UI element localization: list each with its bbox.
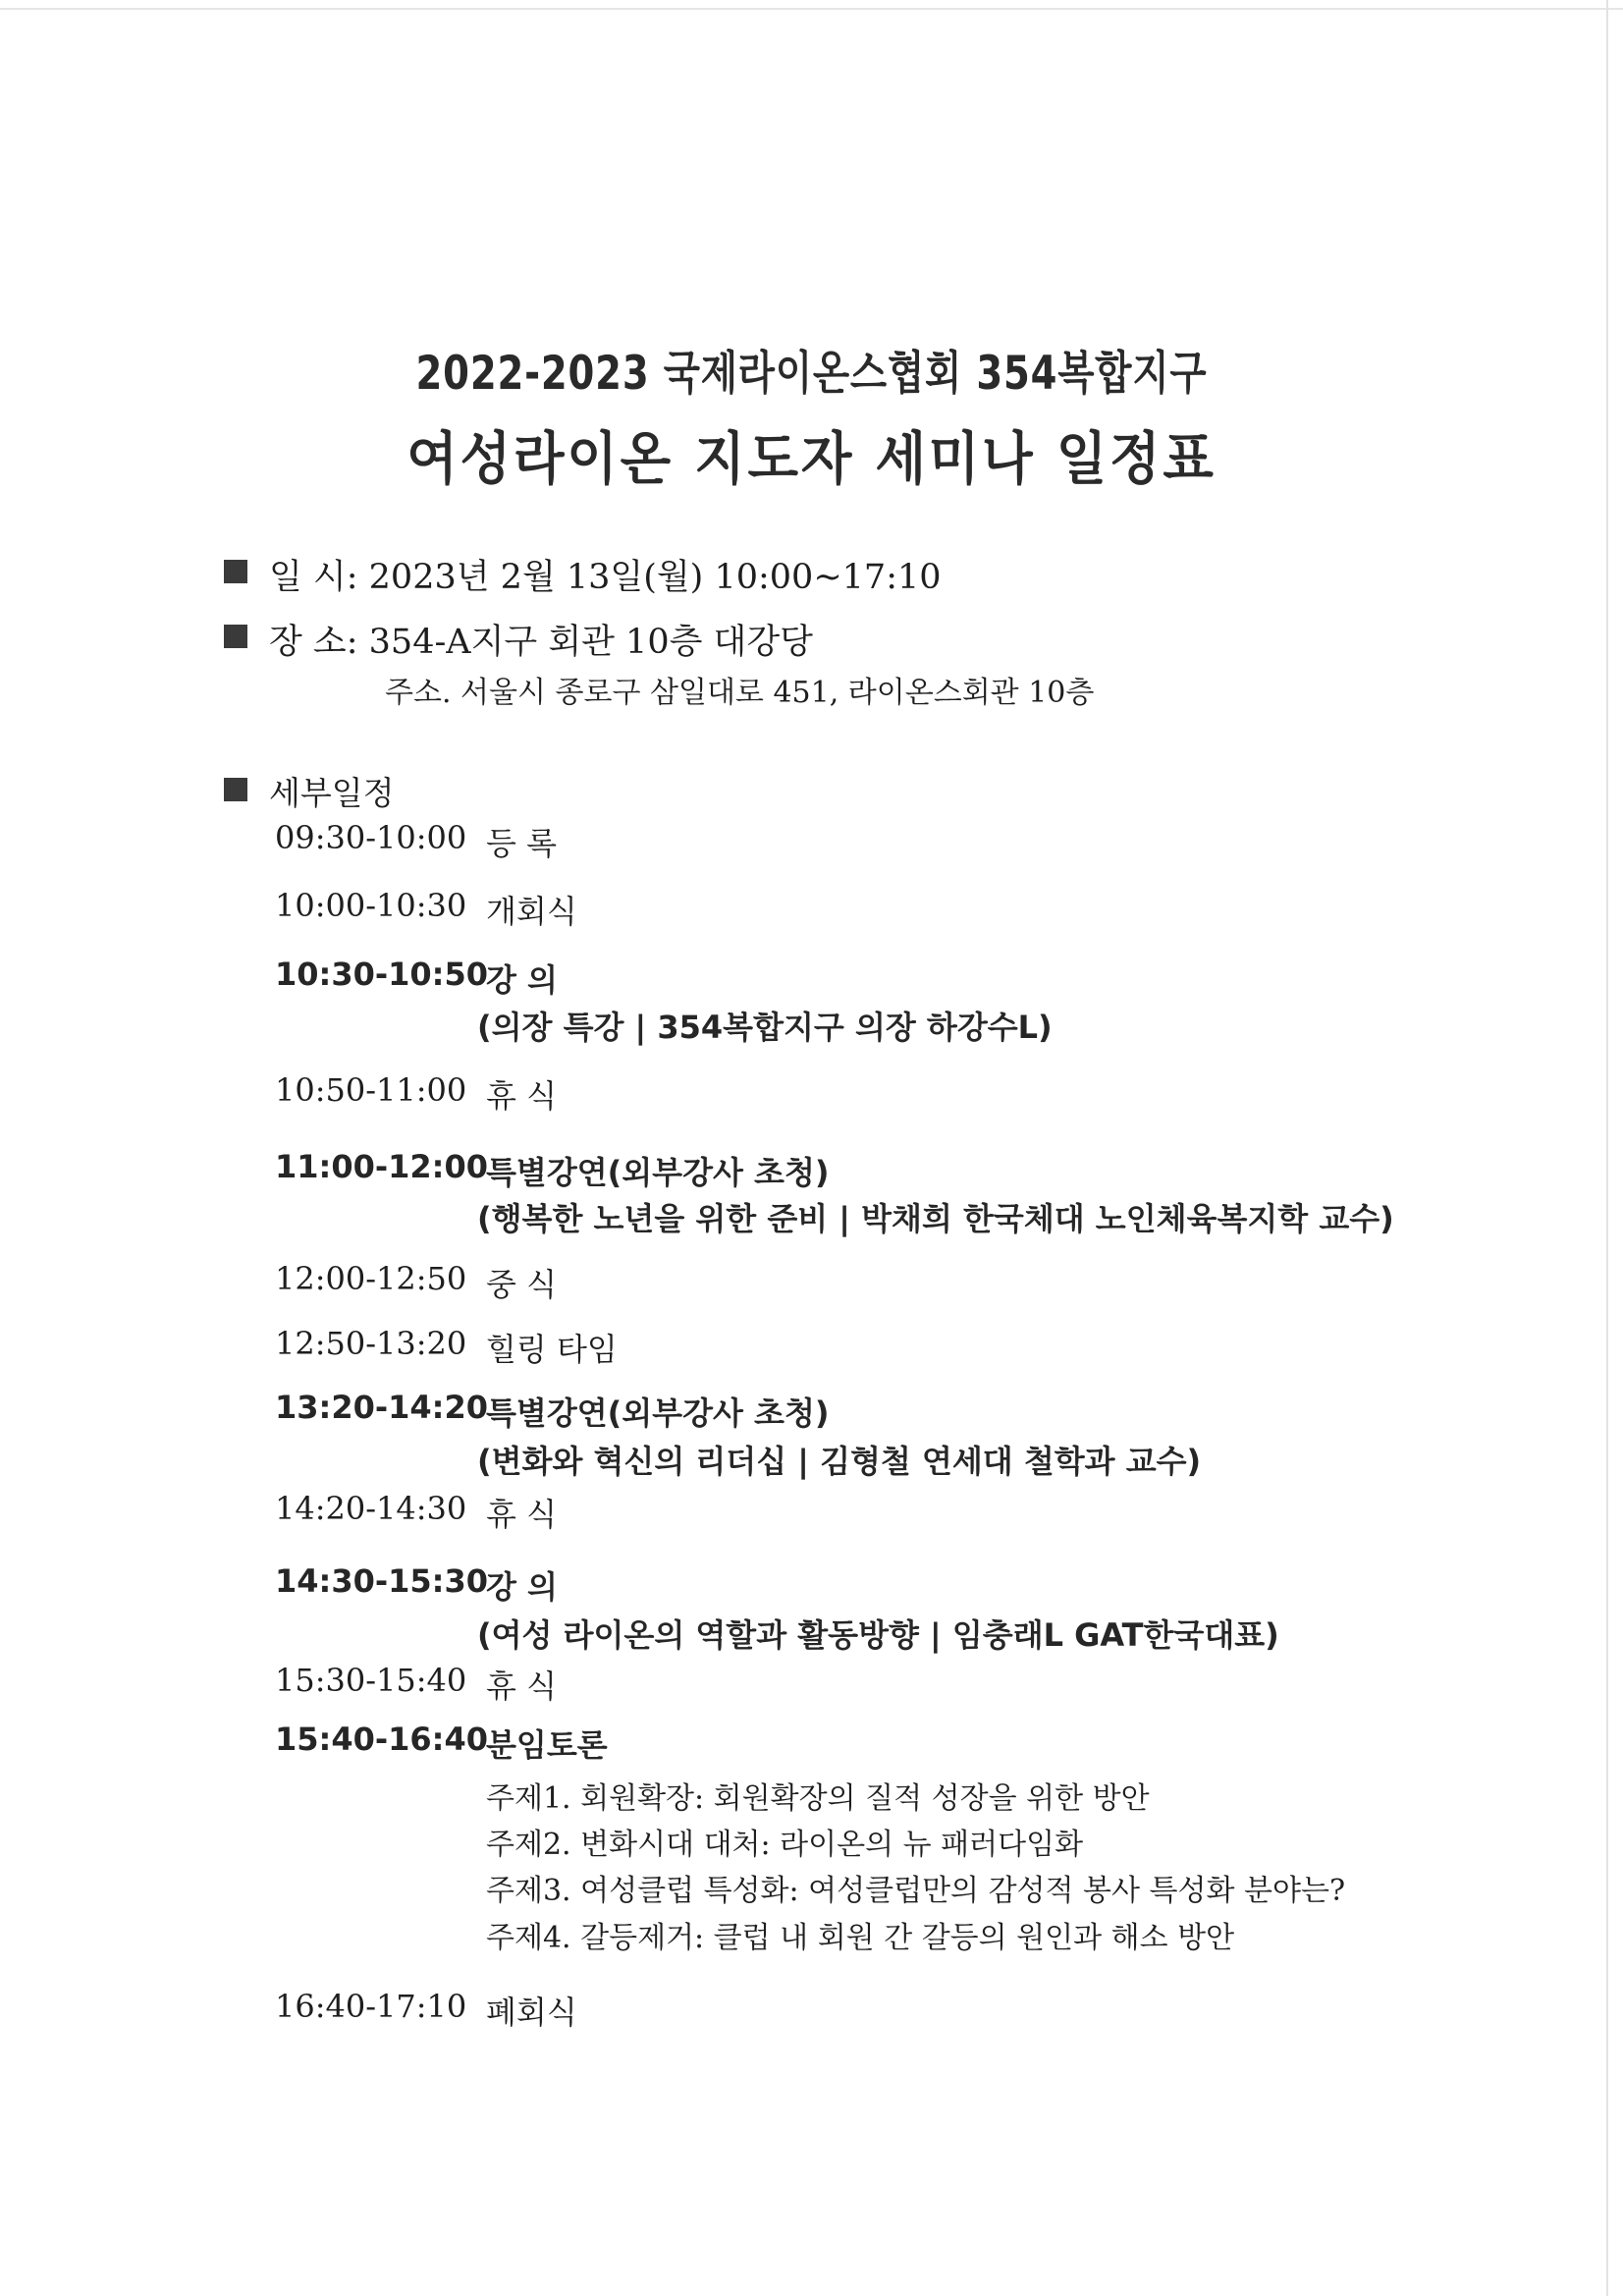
schedule-time: 14:30-15:30 (275, 1562, 488, 1600)
discussion-topic: 주제4. 갈등제거: 클럽 내 회원 간 갈등의 원인과 해소 방안 (486, 1921, 1235, 1955)
document-title-line1: 2022-2023 국제라이온스협회 354복합지구 (415, 347, 1208, 401)
bullet-square-icon (224, 778, 247, 801)
schedule-activity: 특별강연(외부강사 초청) (486, 1154, 830, 1191)
schedule-activity: 힐링 타임 (486, 1331, 618, 1368)
schedule-activity: 등 록 (486, 825, 557, 862)
schedule-detail: (행복한 노년을 위한 준비 | 박채희 한국체대 노인체육복지학 교수) (477, 1200, 1394, 1237)
event-date: 일 시: 2023년 2월 13일(월) 10:00~17:10 (269, 558, 942, 597)
schedule-time: 13:20-14:20 (275, 1389, 488, 1426)
schedule-time: 15:40-16:40 (275, 1721, 488, 1758)
schedule-activity: 중 식 (486, 1266, 557, 1303)
schedule-time: 12:50-13:20 (275, 1325, 467, 1362)
schedule-time: 09:30-10:00 (275, 819, 467, 856)
schedule-activity: 강 의 (486, 961, 558, 999)
schedule-activity: 개회식 (486, 893, 577, 930)
schedule-activity: 휴 식 (486, 1077, 557, 1115)
schedule-time: 10:00-10:30 (275, 887, 467, 924)
schedule-activity: 특별강연(외부강사 초청) (486, 1394, 830, 1432)
schedule-time: 16:40-17:10 (275, 1988, 467, 2025)
bullet-square-icon (224, 625, 247, 648)
event-address: 주소. 서울시 종로구 삼일대로 451, 라이온스회관 10층 (385, 676, 1095, 710)
schedule-activity: 강 의 (486, 1568, 558, 1606)
schedule-time: 10:30-10:50 (275, 956, 488, 993)
page-right-edge (1606, 0, 1608, 2296)
discussion-topic: 주제2. 변화시대 대처: 라이온의 뉴 패러다임화 (486, 1828, 1084, 1862)
schedule-detail: (의장 특강 | 354복합지구 의장 하강수L) (477, 1009, 1053, 1046)
bullet-square-icon (224, 560, 247, 583)
schedule-time: 15:30-15:40 (275, 1662, 467, 1699)
discussion-topic: 주제1. 회원확장: 회원확장의 질적 성장을 위한 방안 (486, 1781, 1150, 1816)
schedule-activity: 폐회식 (486, 1994, 577, 2031)
schedule-activity: 휴 식 (486, 1667, 557, 1705)
page-top-edge (0, 8, 1623, 10)
document-title-line2: 여성라이온 지도자 세미나 일정표 (406, 425, 1217, 492)
schedule-heading: 세부일정 (269, 774, 395, 812)
schedule-time: 12:00-12:50 (275, 1260, 467, 1297)
schedule-detail: (여성 라이온의 역할과 활동방향 | 임충래L GAT한국대표) (477, 1616, 1279, 1654)
schedule-time: 11:00-12:00 (275, 1148, 488, 1185)
schedule-activity: 분임토론 (486, 1726, 608, 1764)
discussion-topic: 주제3. 여성클럽 특성화: 여성클럽만의 감성적 봉사 특성화 분야는? (486, 1874, 1346, 1908)
event-place: 장 소: 354-A지구 회관 10층 대강당 (269, 623, 813, 662)
schedule-detail: (변화와 혁신의 리더십 | 김형철 연세대 철학과 교수) (477, 1443, 1202, 1480)
schedule-time: 14:20-14:30 (275, 1490, 467, 1527)
schedule-time: 10:50-11:00 (275, 1071, 467, 1109)
schedule-activity: 휴 식 (486, 1496, 557, 1533)
